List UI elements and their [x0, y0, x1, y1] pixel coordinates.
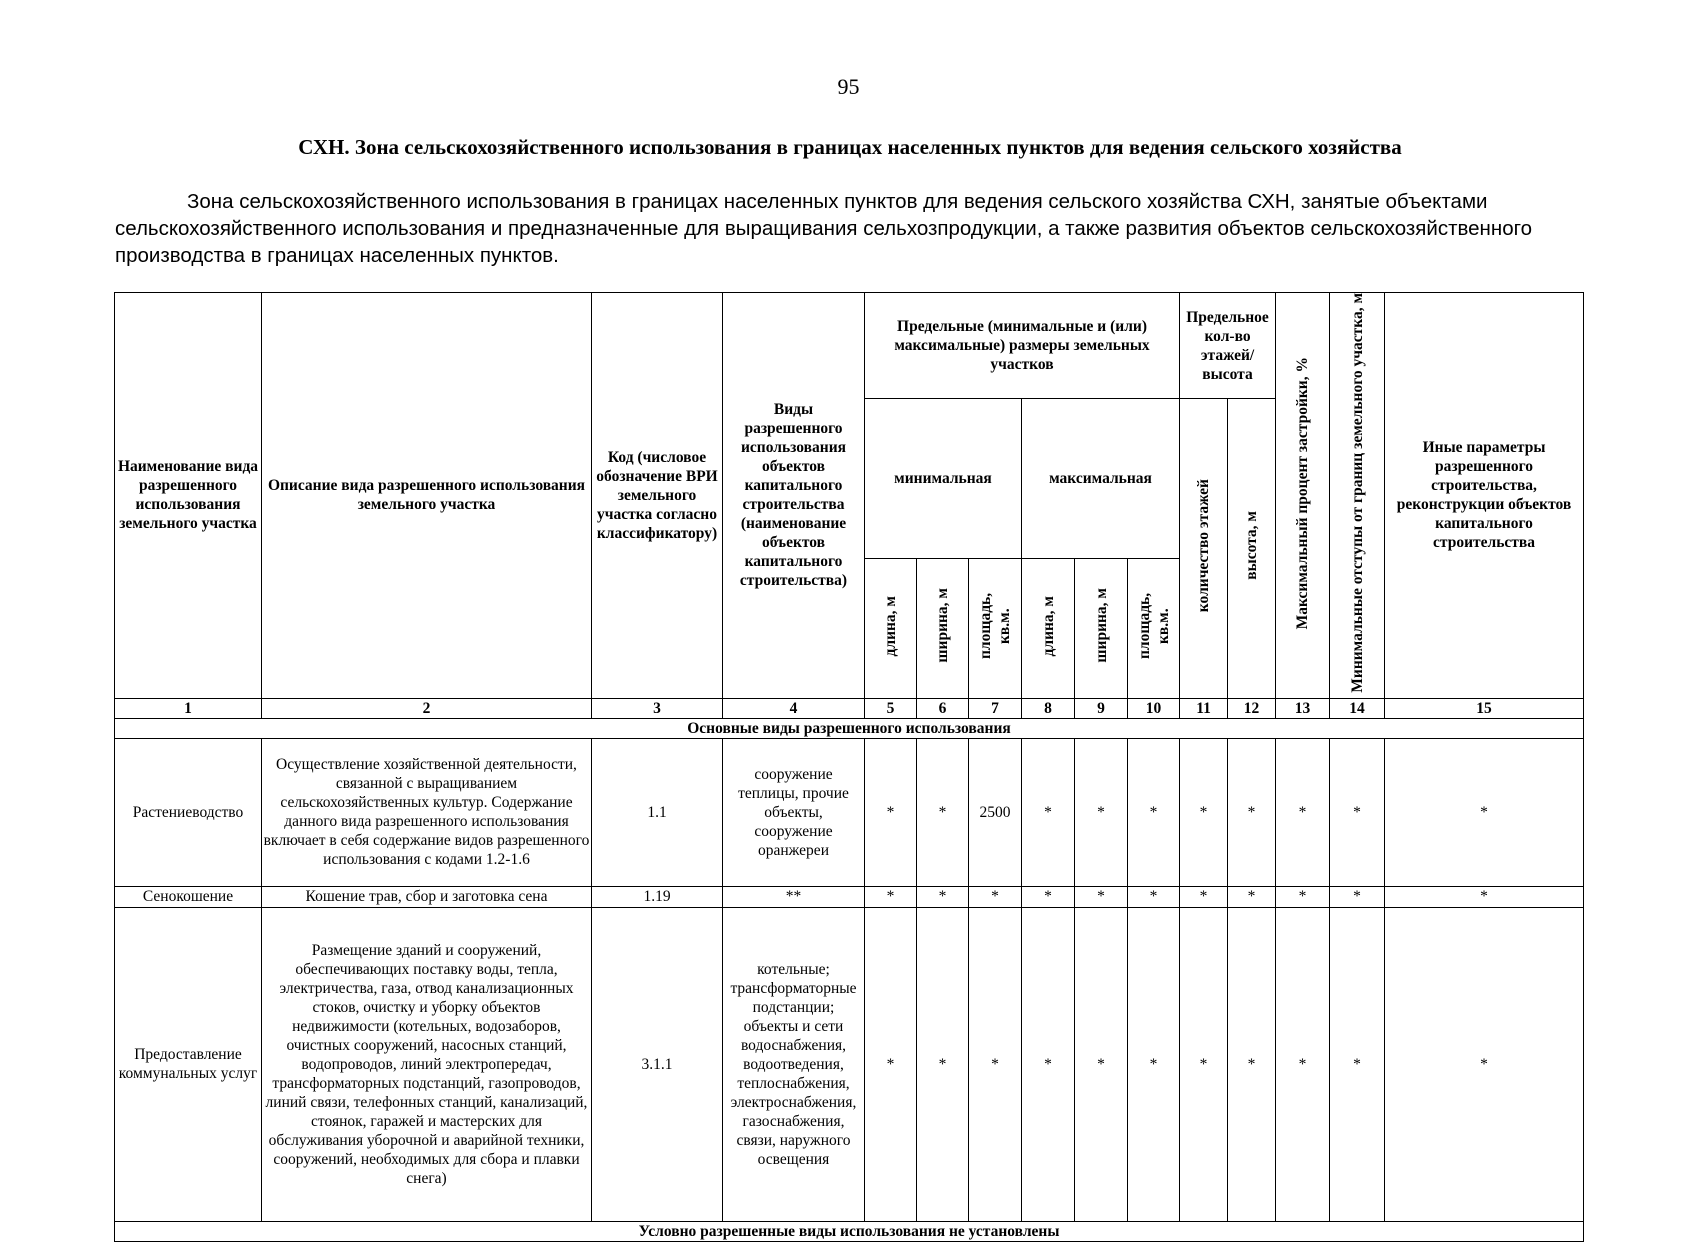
row-value: * — [1385, 738, 1584, 886]
table-row — [115, 738, 1584, 886]
row-value: * — [969, 907, 1022, 1221]
header-max-length — [1022, 558, 1075, 698]
row-objects: сооружение теплицы, прочие объекты, сооружение оранжереи — [723, 738, 865, 886]
row-code: 1.1 — [592, 738, 723, 886]
row-name: Сенокошение — [115, 886, 262, 907]
table-row — [115, 907, 1584, 1221]
row-description: Осуществление хозяйственной деятельности, связанной с выращиванием сельскохозяйственных культур. Содержание данного вида разрешенного использования включает в себя содержание видов разрешенного использования с кодами 1.2-1.6 — [262, 738, 592, 886]
column-number: 8 — [1022, 698, 1075, 718]
header-max-percent — [1276, 293, 1330, 699]
row-value: * — [1330, 886, 1385, 907]
column-number: 10 — [1128, 698, 1180, 718]
row-value: * — [1330, 907, 1385, 1221]
section-main-heading: Основные виды разрешенного использования — [115, 718, 1584, 738]
column-number: 1 — [115, 698, 262, 718]
row-value: * — [969, 886, 1022, 907]
row-name: Растениеводство — [115, 738, 262, 886]
header-min-width-text: ширина, м — [934, 588, 951, 664]
header-floors: Предельное кол-во этажей/ высота — [1180, 293, 1276, 399]
row-value: * — [1022, 886, 1075, 907]
header-max-area — [1128, 558, 1180, 698]
row-value: * — [1022, 907, 1075, 1221]
column-number: 11 — [1180, 698, 1228, 718]
header-description: Описание вида разрешенного использования земельного участка — [262, 293, 592, 699]
row-value: * — [1228, 886, 1276, 907]
row-value: * — [1180, 886, 1228, 907]
row-value: * — [1276, 907, 1330, 1221]
header-objects: Виды разрешенного использования объектов капитального строительства (наименование объектов капитального строительства) — [723, 293, 865, 699]
section-conditional-heading: Условно разрешенные виды использования не установлены — [115, 1221, 1584, 1241]
page-number: 95 — [837, 74, 860, 99]
header-min-width — [917, 558, 969, 698]
header-limits: Предельные (минимальные и (или) максимальные) размеры земельных участков — [865, 293, 1180, 399]
row-value: * — [917, 907, 969, 1221]
row-code: 1.19 — [592, 886, 723, 907]
column-number: 5 — [865, 698, 917, 718]
header-min-area — [969, 558, 1022, 698]
regulations-table — [114, 292, 1584, 1242]
row-value: * — [1128, 907, 1180, 1221]
row-value: * — [1385, 886, 1584, 907]
row-value: * — [1075, 738, 1128, 886]
row-value: * — [1128, 738, 1180, 886]
zone-title: СХН. Зона сельскохозяйственного использования в границах населенных пунктов для ведения сельского хозяйства — [298, 135, 1402, 159]
row-value: * — [1075, 886, 1128, 907]
row-value: * — [1228, 907, 1276, 1221]
header-code: Код (числовое обозначение ВРИ земельного участка согласно классификатору) — [592, 293, 723, 699]
header-name: Наименование вида разрешенного использования земельного участка — [115, 293, 262, 699]
row-value: * — [1180, 738, 1228, 886]
column-number: 12 — [1228, 698, 1276, 718]
row-description: Кошение трав, сбор и заготовка сена — [262, 886, 592, 907]
column-number: 6 — [917, 698, 969, 718]
row-value: * — [865, 907, 917, 1221]
row-value: * — [1228, 738, 1276, 886]
column-number: 13 — [1276, 698, 1330, 718]
row-value: * — [1330, 738, 1385, 886]
row-value: * — [865, 738, 917, 886]
header-min-setback-text: Минимальные отступы от границ земельного участка, м — [1348, 293, 1366, 693]
row-name: Предоставление коммунальных услуг — [115, 907, 262, 1221]
column-number: 15 — [1385, 698, 1584, 718]
column-number: 9 — [1075, 698, 1128, 718]
row-description: Размещение зданий и сооружений, обеспечивающих поставку воды, тепла, электричества, газа, отвод канализационных стоков, очистку и уборку объектов недвижимости (котельных, водозаборов, очистных сооружений, насосных станций, водопроводов, линий электропередач, трансформаторных подстанций, газопроводов, линий связи, телефонных станций, канализаций, стоянок, гаражей и мастерских для обслуживания уборочной и аварийной техники, сооружений, необходимых для сбора и плавки снега) — [262, 907, 592, 1221]
header-floors-count-text: количество этажей — [1195, 479, 1213, 613]
table-row — [115, 886, 1584, 907]
row-value: * — [865, 886, 917, 907]
column-number: 3 — [592, 698, 723, 718]
header-max-width-text: ширина, м — [1092, 588, 1110, 664]
row-value: * — [1385, 907, 1584, 1221]
row-value: 2500 — [969, 738, 1022, 886]
header-max-percent-text: Максимальный процент застройки, % — [1294, 356, 1312, 630]
row-value: * — [1276, 886, 1330, 907]
header-min-area-text: площадь, кв.м. — [977, 592, 1013, 659]
header-min-length-text: длина, м — [882, 595, 899, 656]
column-number: 14 — [1330, 698, 1385, 718]
row-value: * — [1022, 738, 1075, 886]
header-floors-count — [1180, 399, 1228, 699]
row-value: * — [917, 738, 969, 886]
row-value: * — [1075, 907, 1128, 1221]
header-minimal: минимальная — [865, 399, 1022, 559]
column-number: 2 — [262, 698, 592, 718]
header-height-text: высота, м — [1243, 511, 1261, 581]
row-objects: ** — [723, 886, 865, 907]
header-min-length — [865, 558, 917, 698]
row-value: * — [1180, 907, 1228, 1221]
header-max-area-text: площадь, кв.м. — [1135, 592, 1172, 659]
row-code: 3.1.1 — [592, 907, 723, 1221]
header-max-width — [1075, 558, 1128, 698]
header-other-params: Иные параметры разрешенного строительства, реконструкции объектов капитального строительства — [1385, 293, 1584, 699]
column-number: 4 — [723, 698, 865, 718]
header-height — [1228, 399, 1276, 699]
row-value: * — [1276, 738, 1330, 886]
zone-description-text: Зона сельскохозяйственного использования в границах населенных пунктов для ведения сельского хозяйства СХН, занятые объектами сельскохозяйственного использования и предназначенные для выращивания сельхозпродукции, а также развития объектов сельскохозяйственного производства в границах населенных пунктов. — [115, 190, 1533, 267]
header-maximal: максимальная — [1022, 399, 1180, 559]
row-value: * — [1128, 886, 1180, 907]
header-max-length-text: длина, м — [1039, 595, 1057, 656]
zone-description — [115, 188, 1595, 269]
row-objects: котельные; трансформаторные подстанции; объекты и сети водоснабжения, водоотведения, теплоснабжения, электроснабжения, газоснабжения, связи, наружного освещения — [723, 907, 865, 1221]
header-min-setback — [1330, 293, 1385, 699]
column-number: 7 — [969, 698, 1022, 718]
row-value: * — [917, 886, 969, 907]
